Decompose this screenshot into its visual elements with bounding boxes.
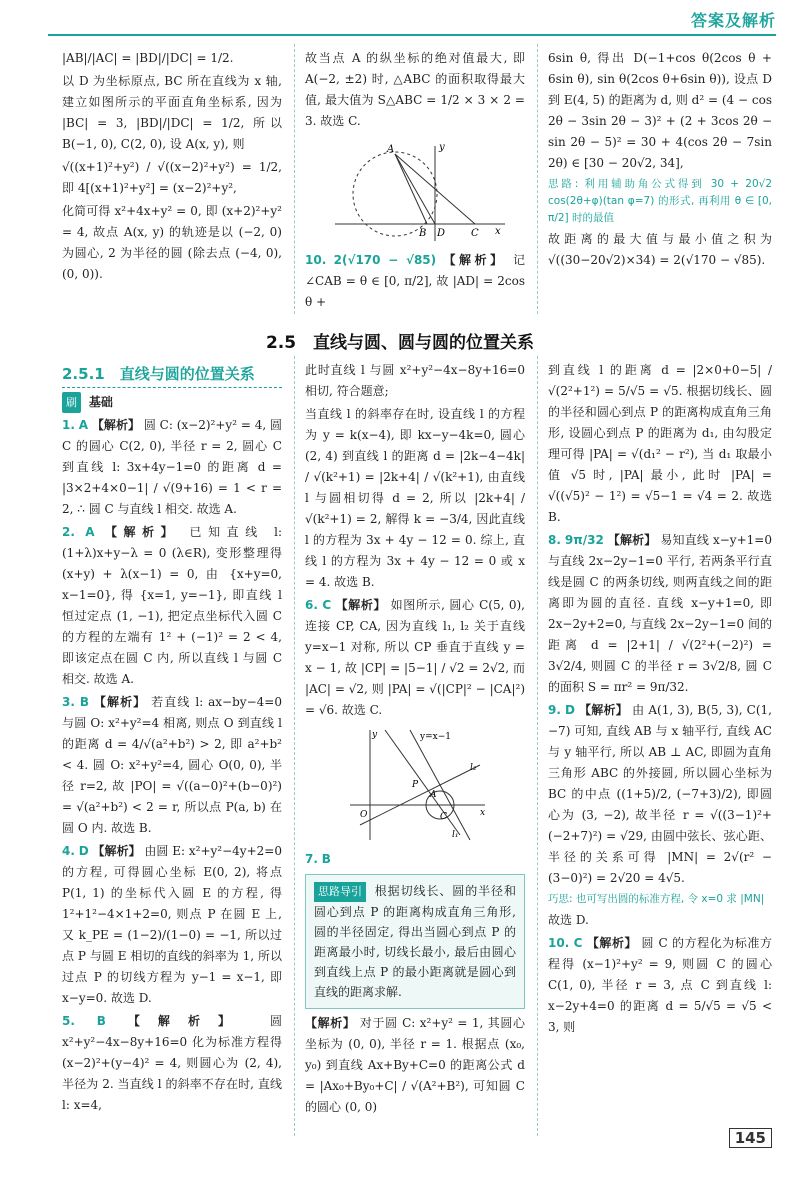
question-number: 10. xyxy=(305,253,327,267)
paragraph: 此时直线 l 与圆 x²+y²−4x−8y+16=0 相切, 符合题意; xyxy=(305,363,525,398)
question-9 xyxy=(548,700,772,889)
axis-label-x: x xyxy=(480,808,486,818)
paragraph: 化简可得 x²+4x+y² = 0, 即 (x+2)²+y² = 4, 故点 A(x, y) 的轨迹是以 (−2, 0) 为圆心, 2 为半径的圆 (除去点 (−4, 0), (0, 0)). xyxy=(62,204,282,281)
paragraph: 6sin θ, 得出 D(−1+cos θ(2cos θ + 6sin θ), sin θ(2cos θ+6sin θ)), 设点 D 到 E(4, 5) 的距离为 d, 则 d² = (4 − cos 2θ − 3sin 2θ − 3)² + (2 + 3cos 2θ − sin 2θ − 5)² = 30 + 4(cos 2θ − 7sin 2θ) ∈ [30 − 20√2, 34], xyxy=(548,51,772,170)
header-divider xyxy=(48,34,776,36)
answer: 2(√170 − √85) xyxy=(333,253,437,267)
origin-label: O xyxy=(360,810,368,820)
analysis-tag: 【解析】 xyxy=(443,253,506,267)
analysis-text: 对于圆 C: x²+y² = 1, 其圆心坐标为 (0, 0), 半径 r = 1. 根据点 (x₀, y₀) 到直线 Ax+By+C=0 的距离公式 d = |Ax₀+By₀+C| / √(A²+B²), 可知圆 C 的圆心 (0, 0) xyxy=(305,1016,525,1114)
axis-label-x: x xyxy=(495,226,501,237)
point-label-a: A xyxy=(430,790,437,800)
point-label-c: C xyxy=(471,228,479,239)
hint-box xyxy=(305,874,525,1009)
question-7-analysis xyxy=(305,1013,525,1118)
question-number: 1. xyxy=(62,418,75,432)
column-divider xyxy=(294,356,295,1136)
analysis-tag: 【解析】 xyxy=(91,418,140,432)
page-header: 答案及解析 xyxy=(690,11,776,30)
top-column-2 xyxy=(305,48,525,315)
analysis-tag: 【解析】 xyxy=(586,936,638,950)
answer: C xyxy=(322,598,332,612)
question-number: 2. xyxy=(62,525,75,539)
paragraph: |AB|/|AC| = |BD|/|DC| = 1/2. xyxy=(62,51,234,65)
question-number: 3. xyxy=(62,695,75,709)
bottom-column-1 xyxy=(62,360,282,1118)
analysis-text: 圆 x²+y²−4x−8y+16=0 化为标准方程得 (x−2)²+(y−4)² = 4, 则圆心为 (2, 4), 半径为 2. 当直线 l 的斜率不存在时, 直线 l: x=4, xyxy=(62,1014,282,1112)
answer: A xyxy=(78,418,89,432)
question-number: 10. xyxy=(548,936,570,950)
answer: B xyxy=(321,852,331,866)
level-heading xyxy=(62,392,282,413)
page-number: 145 xyxy=(729,1128,772,1148)
analysis-tag: 【解析】 xyxy=(335,598,387,612)
analysis-text: 圆 C: (x−2)²+y² = 4, 圆 C 的圆心 C(2, 0), 半径 r = 2, 圆心 C 到直线 l: 3x+4y−1=0 的距离 d = |3×2+4×0−1| / √(9+16) = 1 < r = 2, ∴ 圆 C 与直线 l 相交. 故选 A. xyxy=(62,418,282,516)
question-6 xyxy=(305,595,525,721)
analysis-tag: 【解析】 xyxy=(607,533,657,547)
circle-figure xyxy=(315,136,515,246)
analysis-text: 由 A(1, 3), B(5, 3), C(1, −7) 可知, 直线 AB 与 x 轴平行, 直线 AC 与 y 轴平行, 所以 AB ⊥ AC, 即圆为直角三角形 ABC 的外接圆, 所以圆心坐标为 BC 的中点 ((1+5)/2, (−7+3)/2), 即圆心为 (3, −2), 故半径 r = √((3−1)²+(−2+7)²) = √29, 由圆中弦长、弦心距、半径的关系可得 |MN| = 2√(r² − (3−0)²) = 2√20 = 4√5. xyxy=(548,703,772,885)
hint-text: 根据切线长、圆的半径和圆心到点 P 的距离构成直角三角形, 圆的半径固定, 得出当圆心到点 P 的距离最小时, 切线长最小, 最后由圆心到直线上点 P 的最小距离就是圆心到直线的距离求解. xyxy=(314,884,516,999)
analysis-tag: 【解析】 xyxy=(579,703,629,717)
question-number: 9. xyxy=(548,703,561,717)
question-number: 6. xyxy=(305,598,318,612)
level-tag: 刷 xyxy=(62,392,81,413)
answer: D xyxy=(78,844,89,858)
column-divider xyxy=(537,356,538,1136)
answer: D xyxy=(564,703,575,717)
question-number: 8. xyxy=(548,533,561,547)
point-label-a: A xyxy=(387,144,395,155)
answer: C xyxy=(573,936,583,950)
answer: A xyxy=(85,525,95,539)
line-label-l1: l₁ xyxy=(452,830,459,840)
point-label-c: C xyxy=(440,812,447,822)
hint-note: 思路: 利用辅助角公式得到 30 + 20√2 cos(2θ+φ)(tan φ=7) 的形式, 再利用 θ ∈ [0, π/2] 时的最值 xyxy=(548,178,772,224)
analysis-text: 由圆 E: x²+y²−4y+2=0 的方程, 可得圆心坐标 E(0, 2), 将点 P(1, 1) 的坐标代入圆 E 的方程, 得 1²+1²−4×1+2=0, 则点 P 在圆 E 上, 又 k_PE = (1−2)/(1−0) = −1, 所以过点 P 与圆 E 相切的直线的斜率为 1, 所以过点 P 的切线方程为 y−1 = x−1, 即 x−y=0. 故选 D. xyxy=(62,844,282,1005)
question-7 xyxy=(305,849,525,870)
hint-note: 巧思: 也可写出圆的标准方程, 令 x=0 求 |MN| xyxy=(548,893,765,905)
column-divider xyxy=(294,44,295,314)
axis-label-y: y xyxy=(439,142,445,153)
question-10 xyxy=(305,250,525,313)
point-label-p: P xyxy=(412,780,419,790)
analysis-text: 圆 C 的方程化为标准方程得 (x−1)²+y² = 9, 则圆 C 的圆心 C(1, 0), 半径 r = 3, 点 C 到直线 l: x−2y+4=0 的距离 d = 5/√5 = √5 < 3, 则 xyxy=(548,936,772,1034)
paragraph: 故距离的最大值与最小值之积为 √((30−20√2)×34) = 2(√170 − √85). xyxy=(548,232,772,267)
question-5 xyxy=(62,1011,282,1116)
question-10 xyxy=(548,933,772,1038)
subsection-title: 2.5.1 直线与圆的位置关系 xyxy=(62,364,282,388)
column-divider xyxy=(537,44,538,314)
analysis-text: 易知直线 x−y+1=0 与直线 2x−2y−1=0 平行, 若两条平行直线是圆 C 的两条切线, 则两直线之间的距离即为圆的直径. 直线 x−y+1=0, 即 2x−2y+2=0, 与直线 2x−2y−1=0 间的距离 d = |2+1| / √(2²+(−2)²) = 3√2/4, 则圆 C 的半径 r = 3√2/8, 圆 C 的面积 S = πr² = 9π/32. xyxy=(548,533,772,694)
analysis-tag: 【解析】 xyxy=(92,844,141,858)
analysis-tag: 【解析】 xyxy=(127,1014,249,1028)
level-label: 基础 xyxy=(88,395,113,409)
paragraph: 以 D 为坐标原点, BC 所在直线为 x 轴, 建立如图所示的平面直角坐标系, 因为 |BC| = 3, |BD|/|DC| = 1/2, 所以 B(−1, 0), C(2, 0), 设 A(x, y), 则 xyxy=(62,74,282,151)
analysis-text: 已知直线 l: (1+λ)x+y−λ = 0 (λ∈R), 变形整理得 (x+y) + λ(x−1) = 0, 由 {x+y=0, x−1=0}, 得 {x=1, y=−1}, 即直线 l 恒过定点 (1, −1), 把定点坐标代入圆 C 的方程的左端有 1² + (−1)² = 2 < 4, 即该定点在圆 C 内, 所以直线 l 与圆 C 相交. 故选 A. xyxy=(62,525,282,686)
analysis-tag: 【解析】 xyxy=(305,1016,356,1030)
point-label-b: B xyxy=(419,228,427,239)
line-label-y-eq: y=x−1 xyxy=(420,732,451,742)
question-number: 7. xyxy=(305,852,318,866)
tangent-figure xyxy=(340,725,490,845)
line-label-l2: l₂ xyxy=(470,763,477,773)
paragraph: √((x+1)²+y²) / √((x−2)²+y²) = 1/2, 即 4[(x+1)²+y²] = (x−2)²+y², xyxy=(62,160,282,195)
question-2 xyxy=(62,522,282,690)
axis-label-y: y xyxy=(372,730,378,740)
bottom-column-2 xyxy=(305,360,525,1120)
point-label-d: D xyxy=(437,228,446,239)
analysis-tag: 【解析】 xyxy=(93,695,147,709)
paragraph: 当直线 l 的斜率存在时, 设直线 l 的方程为 y = k(x−4), 即 kx−y−4k=0, 圆心 (2, 4) 到直线 l 的距离 d = |2k−4−4k| / √(k²+1) = |2k+4| / √(k²+1), 由直线 l 与圆相切得 d = 2, 所以 |2k+4| / √(k²+1) = 2, 解得 k = −3/4, 因此直线 l 的方程为 3x + 4y − 12 = 0. 综上, 直线 l 的方程为 3x + 4y − 12 = 0 或 x = 4. 故选 B. xyxy=(305,407,525,589)
question-number: 4. xyxy=(62,844,75,858)
question-8 xyxy=(548,530,772,698)
answer: B xyxy=(96,1014,106,1028)
hint-tag: 思路导引 xyxy=(314,882,366,902)
question-3 xyxy=(62,692,282,839)
analysis-text: 如图所示, 圆心 C(5, 0), 连接 CP, CA, 因为直线 l₁, l₂ 关于直线 y=x−1 对称, 所以 CP 垂直于直线 y = x − 1, 故 |CP| = |5−1| / √2 = 2√2, 而 |AC| = √2, 则 |PA| = √(|CP|² − |CA|²) = √6. 故选 C. xyxy=(305,598,525,717)
answer: 9π/32 xyxy=(564,533,604,547)
analysis-text: 若直线 l: ax−by−4=0 与圆 O: x²+y²=4 相离, 则点 O 到直线 l 的距离 d = 4/√(a²+b²) > 2, 即 a²+b² < 4. 圆 O: x²+y²=4, 圆心 O(0, 0), 半径 r=2, 故 |PO| = √((a−0)²+(b−0)²) = √(a²+b²) < 2 = r, 所以点 P(a, b) 在圆 O 内. 故选 B. xyxy=(62,695,282,835)
paragraph: 到直线 l 的距离 d = |2×0+0−5| / √(2²+1²) = 5/√5 = √5. 根据切线长、圆的半径和圆心到点 P 的距离构成直角三角形, 设圆心到点 P 的距离为 d₁, 由勾股定理可得 |PA| = √(d₁² − r²), 当 d₁ 取最小值 √5 时, |PA| 最小, 此时 |PA| = √((√5)² − 1²) = √5−1 = √4 = 2. 故选 B. xyxy=(548,363,772,524)
question-4 xyxy=(62,841,282,1009)
top-column-3 xyxy=(548,48,772,273)
paragraph: 故当点 A 的纵坐标的绝对值最大, 即 A(−2, ±2) 时, △ABC 的面积取得最大值, 最大值为 S△ABC = 1/2 × 3 × 2 = 3. 故选 C. xyxy=(305,51,525,128)
section-title: 2.5 直线与圆、圆与圆的位置关系 xyxy=(265,333,535,353)
top-column-1 xyxy=(62,48,282,287)
question-1 xyxy=(62,415,282,520)
question-number: 5. xyxy=(62,1014,75,1028)
bottom-column-3 xyxy=(548,360,772,1040)
analysis-tag: 【解析】 xyxy=(104,525,180,539)
answer: B xyxy=(79,695,89,709)
analysis-text: 记 ∠CAB = θ ∈ [0, π/2], 故 |AD| = 2cos θ + xyxy=(305,253,525,309)
paragraph: 故选 D. xyxy=(548,913,589,927)
